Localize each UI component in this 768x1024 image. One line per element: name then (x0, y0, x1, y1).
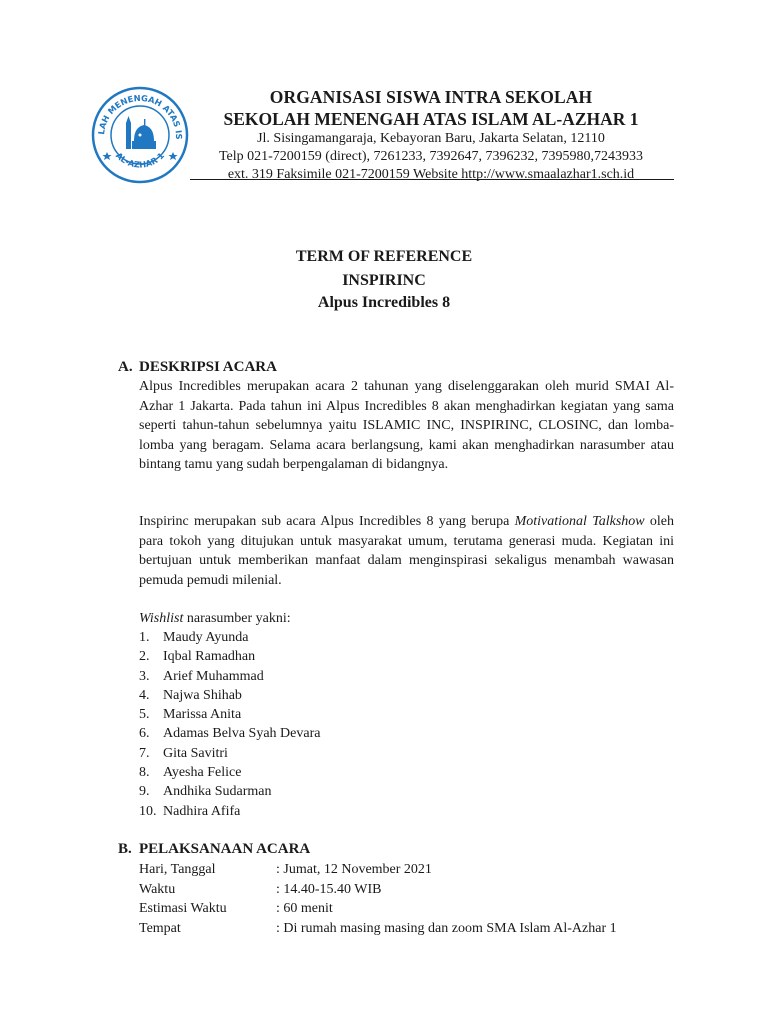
wishlist-label: Wishlist (139, 611, 184, 626)
speaker-name: Arief Muhammad (163, 668, 264, 684)
list-number: 5. (139, 707, 150, 723)
list-item (139, 763, 539, 782)
list-item (139, 724, 539, 743)
detail-value: : Jumat, 12 November 2021 (276, 862, 432, 877)
detail-value: : Di rumah masing masing dan zoom SMA Islam Al-Azhar 1 (276, 920, 617, 936)
speaker-name: Adamas Belva Syah Devara (163, 726, 321, 742)
list-item (139, 628, 539, 647)
section-a-letter: A. (118, 359, 133, 375)
detail-label: Waktu (139, 881, 176, 897)
speaker-name: Marissa Anita (163, 707, 242, 723)
wishlist-text: narasumber yakni: (183, 611, 291, 626)
section-a-paragraph-1: Alpus Incredibles merupakan acara 2 tahunan yang diselenggarakan oleh murid SMAI Al-Azhar 1 Jakarta. Pada tahun ini Alpus Incredibles 8 akan menghadirkan kegiatan yang sama seperti tahun-tahun sebelumnya yaitu ISLAMIC INC, INSPIRINC, CLOSINC, dan lomba-lomba yang beragam. Selama acara berlangsung, kami akan menghadirkan narasumber atau bintang tamu yang sudah berpengalaman di bidangnya. (139, 379, 674, 472)
speaker-name: Nadhira Afifa (163, 803, 241, 819)
school-logo (90, 85, 190, 185)
detail-label: Estimasi Waktu (139, 901, 227, 916)
speaker-name: Najwa Shihab (163, 687, 242, 703)
org-name: ORGANISASI SISWA INTRA SEKOLAH (269, 87, 593, 107)
section-a-paragraph-2 (139, 512, 674, 590)
list-number: 3. (139, 668, 150, 684)
list-item (139, 744, 539, 763)
detail-row-place (139, 919, 679, 939)
list-number: 7. (139, 745, 150, 761)
speaker-name: Gita Savitri (163, 745, 228, 761)
section-b-title: PELAKSANAAN ACARA (139, 841, 311, 857)
list-number: 10. (139, 803, 157, 819)
detail-value: : 60 menit (276, 901, 333, 916)
doc-title: TERM OF REFERENCE (295, 248, 473, 265)
speaker-name: Ayesha Felice (163, 765, 242, 781)
list-item (139, 647, 539, 666)
letterhead-divider (190, 179, 674, 180)
speaker-name: Maudy Ayunda (163, 630, 249, 645)
list-item (139, 667, 539, 686)
doc-event-name: Alpus Incredibles 8 (317, 294, 451, 311)
svg-text:AL-AZHAR 1 (114, 150, 166, 169)
school-address: Jl. Sisingamangaraja, Kebayoran Baru, Jakarta Selatan, 12110 (257, 131, 605, 146)
logo-top-text: LAH MENENGAH ATAS IS (96, 92, 185, 140)
doc-subtitle: INSPIRINC (342, 272, 426, 289)
logo-bottom-text: AL-AZHAR 1 (113, 150, 167, 170)
detail-row-time (139, 880, 679, 900)
letterhead (190, 86, 672, 184)
detail-label: Tempat (139, 920, 181, 936)
list-item (139, 802, 539, 821)
para2-emphasis: Motivational Talkshow (514, 514, 645, 529)
list-number: 2. (139, 649, 150, 665)
list-item (139, 782, 539, 801)
para2-part-b: oleh para tokoh yang ditujukan untuk masyarakat umum, terutama generasi muda. Kegiatan ini bertujuan untuk memberikan manfaat dalam menginspirasi sekaligus menambah wawasan pemuda pemudi milenial. (139, 514, 674, 588)
list-number: 6. (139, 726, 150, 742)
para2-part-a: Inspirinc merupakan sub acara Alpus Incredibles 8 yang berupa (139, 514, 515, 529)
list-number: 4. (139, 687, 150, 703)
speaker-name: Andhika Sudarman (163, 784, 272, 800)
event-details (139, 860, 679, 938)
list-number: 9. (139, 784, 150, 800)
wishlist-intro (139, 609, 291, 629)
list-item (139, 705, 539, 724)
section-a-title: DESKRIPSI ACARA (139, 359, 277, 375)
list-number: 8. (139, 765, 150, 781)
speaker-list (139, 628, 539, 821)
school-phone: Telp 021-7200159 (direct), 7261233, 7392647, 7396232, 7395980,7243933 (218, 149, 644, 164)
detail-label: Hari, Tanggal (139, 862, 216, 877)
detail-row-duration (139, 899, 679, 919)
school-name: SEKOLAH MENENGAH ATAS ISLAM AL-AZHAR 1 (223, 109, 639, 129)
section-b-letter: B. (118, 841, 132, 857)
list-number: 1. (139, 630, 150, 645)
detail-row-date (139, 860, 679, 880)
detail-value: : 14.40-15.40 WIB (276, 881, 382, 897)
list-item (139, 686, 539, 705)
speaker-name: Iqbal Ramadhan (163, 649, 256, 665)
mosque-icon (126, 116, 156, 149)
school-contact: ext. 319 Faksimile 021-7200159 Website http://www.smaalazhar1.sch.id (227, 167, 635, 182)
